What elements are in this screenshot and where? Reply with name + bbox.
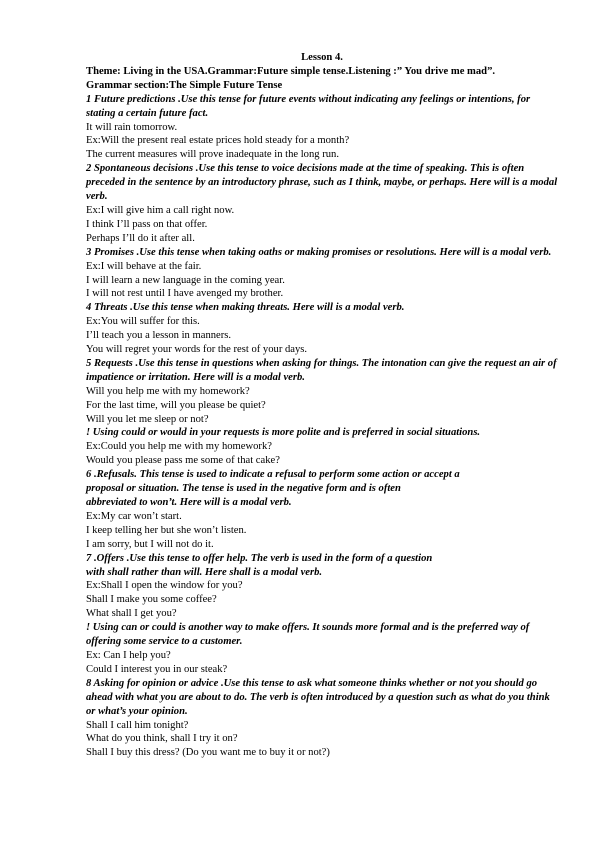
example-line: Ex:Will the present real estate prices hold steady for a month? <box>86 135 350 147</box>
example-line: Will you let me sleep or not? <box>86 413 209 425</box>
rule-paragraph: ! Using could or would in your requests is more polite and is preferred in social situations. <box>86 427 481 439</box>
example-line: Ex:I will give him a call right now. <box>86 204 235 216</box>
example-line: It will rain tomorrow. <box>86 121 178 133</box>
grammar-section-heading: Grammar section:The Simple Future Tense <box>86 79 283 91</box>
example-line: Ex: Can I help you? <box>86 649 171 661</box>
document-page <box>86 51 558 760</box>
document-body <box>86 93 558 761</box>
example-line: The current measures will prove inadequate in the long run. <box>86 149 339 161</box>
example-line: Will you help me with my homework? <box>86 385 250 397</box>
example-line: You will regret your words for the rest of your days. <box>86 344 308 356</box>
rule-paragraph: 8 Asking for opinion or advice .Use this tense to ask what someone thinks whether or not you should go ahead with what you are about to do. The verb is often introduced by a question such as what do you think or what’s your opinion. <box>86 677 550 717</box>
example-line: I will not rest until I have avenged my brother. <box>86 288 284 300</box>
example-line: Ex:My car won’t start. <box>86 510 182 522</box>
example-line: Perhaps I’ll do it after all. <box>86 232 195 244</box>
lesson-title: Lesson 4. <box>301 52 343 63</box>
example-line: Could I interest you in our steak? <box>86 663 228 675</box>
rule-paragraph: ! Using can or could is another way to make offers. It sounds more formal and is the preferred way of offering some service to a customer. <box>86 622 530 648</box>
rule-paragraph: 1 Future predictions .Use this tense for future events without indicating any feelings or intentions, for stating a certain future fact. <box>86 93 531 119</box>
example-line: Shall I make you some coffee? <box>86 594 217 606</box>
rule-paragraph: with shall rather than will. Here shall is a modal verb. <box>86 566 323 578</box>
example-line: What do you think, shall I try it on? <box>86 733 238 745</box>
rule-paragraph: 4 Threats .Use this tense when making threats. Here will is a modal verb. <box>86 302 405 314</box>
example-line: Ex:Could you help me with my homework? <box>86 441 272 453</box>
rule-paragraph: proposal or situation. The tense is used in the negative form and is often <box>86 483 401 495</box>
rule-paragraph: 7 .Offers .Use this tense to offer help. The verb is used in the form of a question <box>86 552 433 564</box>
example-line: I’ll teach you a lesson in manners. <box>86 330 232 342</box>
example-line: I am sorry, but I will not do it. <box>86 538 214 550</box>
rule-paragraph: 3 Promises .Use this tense when taking oaths or making promises or resolutions. Here will is a modal verb. <box>86 246 552 258</box>
example-line: Ex:You will suffer for this. <box>86 316 200 328</box>
example-line: I will learn a new language in the coming year. <box>86 274 285 286</box>
example-line: What shall I get you? <box>86 608 177 620</box>
rule-paragraph: 2 Spontaneous decisions .Use this tense to voice decisions made at the time of speaking. This is often preceded in the sentence by an introductory phrase, such as I think, maybe, or perhaps. Here will is a modal verb. <box>86 163 558 203</box>
rule-paragraph: abbreviated to won’t. Here will is a modal verb. <box>86 497 292 508</box>
example-line: I keep telling her but she won’t listen. <box>86 524 247 536</box>
example-line: Would you please pass me some of that cake? <box>86 455 280 467</box>
example-line: Ex:I will behave at the fair. <box>86 260 202 272</box>
example-line: Ex:Shall I open the window for you? <box>86 580 243 592</box>
rule-paragraph: 5 Requests .Use this tense in questions when asking for things. The intonation can give the request an air of impatience or irritation. Here will is a modal verb. <box>86 357 557 383</box>
example-line: I think I’ll pass on that offer. <box>86 218 208 230</box>
rule-paragraph: 6 .Refusals. This tense is used to indicate a refusal to perform some action or accept a <box>86 469 460 481</box>
theme-line: Theme: Living in the USA.Grammar:Future simple tense.Listening :” You drive me mad”. <box>86 65 496 77</box>
example-line: For the last time, will you please be quiet? <box>86 399 266 411</box>
example-line: Shall I call him tonight? <box>86 719 189 731</box>
example-line: Shall I buy this dress? (Do you want me to buy it or not?) <box>86 747 330 759</box>
